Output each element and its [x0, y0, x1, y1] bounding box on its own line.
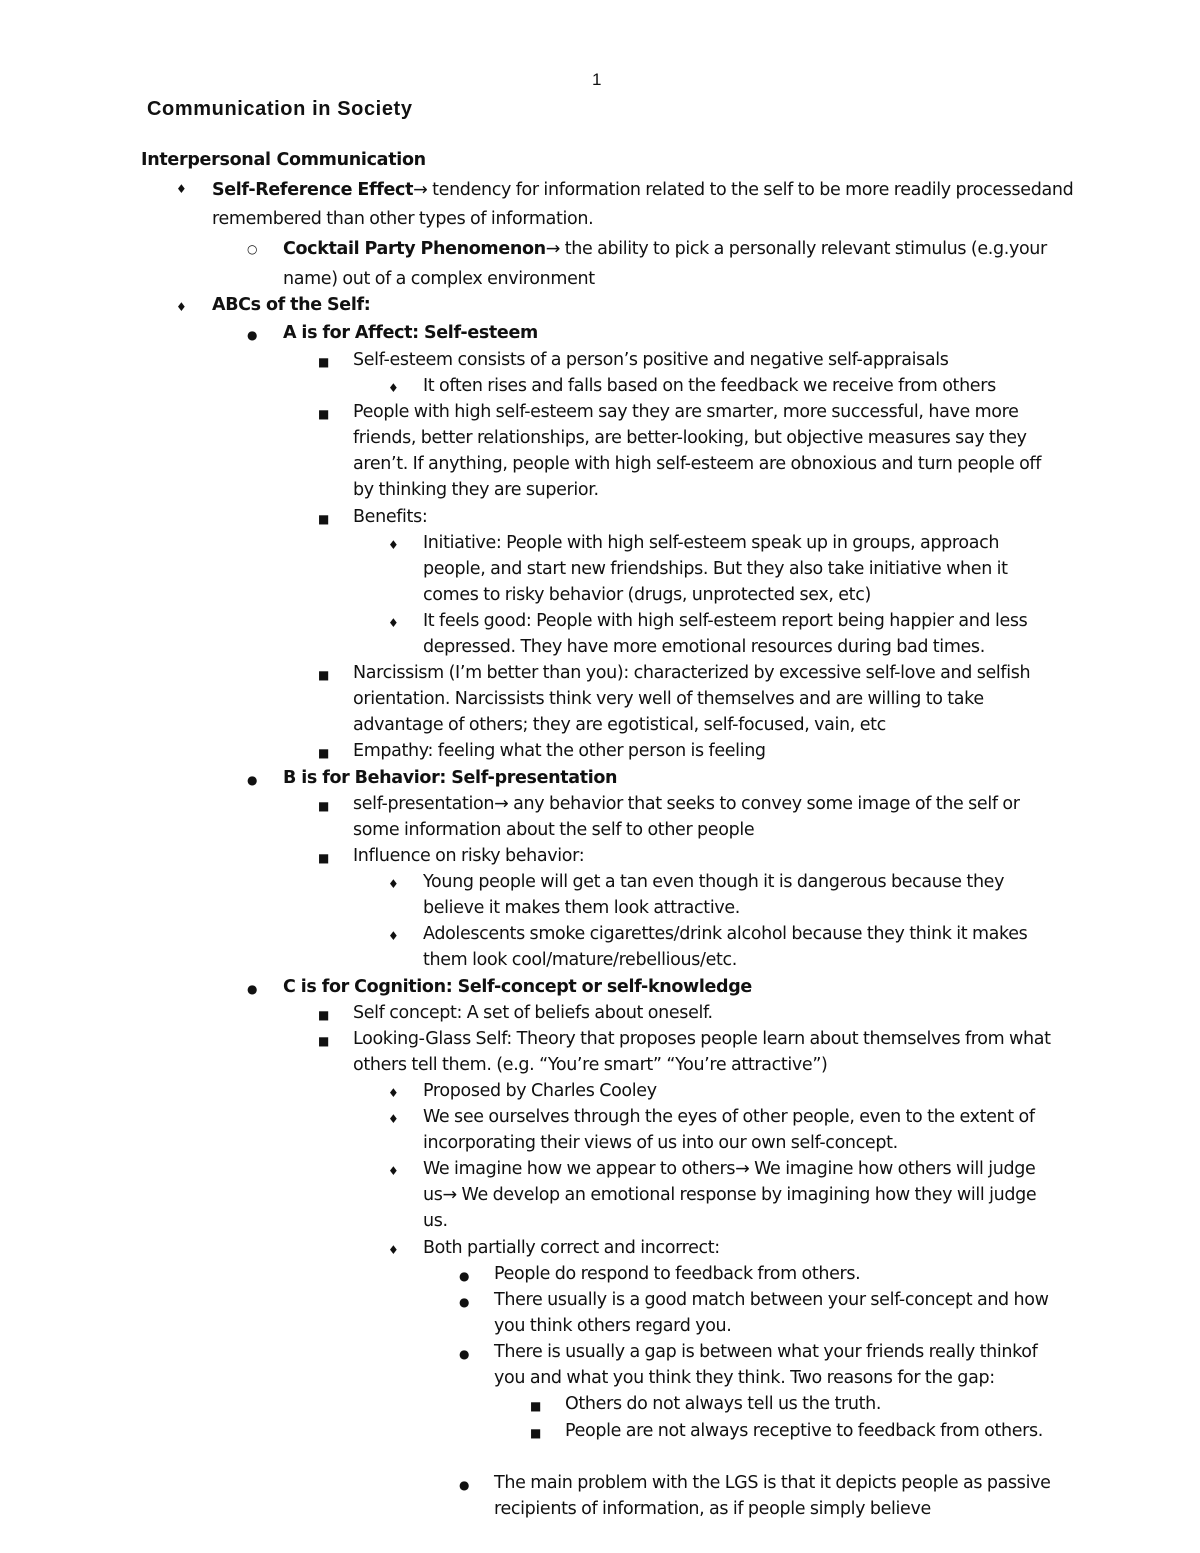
bullet-icon: ● — [247, 982, 258, 996]
list-item-se-rises: It often rises and falls based on the feedback we receive from others — [423, 376, 996, 396]
term-self-presentation: Self-presentation — [451, 768, 618, 788]
bullet-icon: ♦ — [388, 1164, 399, 1178]
page-number: 1 — [592, 70, 602, 89]
list-item-cooley: Proposed by Charles Cooley — [423, 1081, 657, 1101]
bullet-icon: ■ — [318, 1034, 330, 1048]
list-item-empathy: Empathy: feeling what the other person is feeling — [353, 741, 766, 761]
bullet-icon: ♦ — [388, 1112, 399, 1126]
bullet-icon: ♦ — [388, 381, 399, 395]
bullet-icon: ■ — [318, 668, 330, 682]
term-cocktail-party: Cocktail Party Phenomenon — [283, 239, 546, 259]
list-item-gap: There is usually a gap is between what your friends really thinkof you and what you think they think. Two reasons for the gap: — [494, 1342, 1038, 1388]
list-item-match: There usually is a good match between your self-concept and how you think others regard you. — [494, 1290, 1049, 1336]
list-item-narcissism: Narcissism (I’m better than you): characterized by excessive self-love and selfish orientation. Narcissists think very well of themselves and are willing to take advantage of others; they are egotistical, self-focused, vain, etc — [353, 663, 1031, 735]
bullet-icon: ● — [247, 328, 258, 342]
bullet-icon: ■ — [318, 746, 330, 760]
list-item-initiative: Initiative: People with high self-esteem speak up in groups, approach people, and start new friendships. But they also take initiative when it comes to risky behavior (drugs, unprotected sex, etc) — [423, 533, 1008, 605]
bullet-icon: ● — [459, 1478, 470, 1492]
bullet-icon: ■ — [318, 407, 330, 421]
list-item-respond: People do respond to feedback from others. — [494, 1264, 861, 1284]
list-item-looking-glass: Looking-Glass Self: Theory that proposes people learn about themselves from what others tell them. (e.g. “You’re smart” “You’re attractive”) — [353, 1029, 1051, 1075]
bullet-icon: ♦ — [388, 929, 399, 943]
list-item-self-concept: Self concept: A set of beliefs about oneself. — [353, 1003, 713, 1023]
bullet-icon: ■ — [318, 355, 330, 369]
bullet-icon: ♦ — [388, 877, 399, 891]
list-item-affect: A is for Affect: Self-esteem — [283, 323, 538, 343]
bullet-icon: ♦ — [388, 616, 399, 630]
list-item-see-ourselves: We see ourselves through the eyes of other people, even to the extent of incorporating their views of us into our own self-concept. — [423, 1107, 1035, 1153]
bullet-icon: ♦ — [388, 1243, 399, 1257]
circle-bullet-icon: ○ — [247, 242, 258, 256]
bullet-icon: ● — [459, 1347, 470, 1361]
list-item-truth: Others do not always tell us the truth. — [565, 1394, 882, 1414]
list-item-self-presentation: self-presentation→ any behavior that seeks to convey some image of the self or some information about the self to other people — [353, 794, 1020, 840]
list-item-cognition: C is for Cognition: Self-concept or self-knowledge — [283, 977, 752, 997]
list-item-benefits: Benefits: — [353, 507, 428, 527]
bullet-icon: ● — [247, 773, 258, 787]
list-item-abcs: ABCs of the Self: — [212, 295, 371, 315]
bullet-icon: ♦ — [176, 182, 187, 196]
bullet-icon: ♦ — [388, 538, 399, 552]
list-item-behavior: B is for Behavior: Self-presentation — [283, 768, 618, 788]
list-item-self-reference: Self-Reference Effect→ tendency for information related to the self to be more readily processedand remembered than other types of information. — [212, 180, 1074, 229]
list-item-main-problem: The main problem with the LGS is that it depicts people as passive recipients of information, as if people simply believe — [494, 1473, 1051, 1519]
term-self-concept: Self-concept or self-knowledge — [457, 977, 752, 997]
bullet-icon: ■ — [318, 512, 330, 526]
list-item-receptive: People are not always receptive to feedback from others. — [565, 1421, 1044, 1441]
list-item-imagine: We imagine how we appear to others→ We imagine how others will judge us→ We develop an emotional response by imagining how they will judge us. — [423, 1159, 1037, 1231]
bullet-icon: ● — [459, 1269, 470, 1283]
section-heading: Interpersonal Communication — [141, 150, 426, 170]
list-item-se-high: People with high self-esteem say they are smarter, more successful, have more friends, better relationships, are better-looking, but objective measures say they aren’t. If anything, people with high self-esteem are obnoxious and turn people off by thinking they are superior. — [353, 402, 1042, 500]
bullet-icon: ■ — [318, 1008, 330, 1022]
list-item-se-consists: Self-esteem consists of a person’s positive and negative self-appraisals — [353, 350, 949, 370]
document-title: Communication in Society — [147, 98, 413, 120]
list-item-adolescents: Adolescents smoke cigarettes/drink alcohol because they think it makes them look cool/mature/rebellious/etc. — [423, 924, 1028, 970]
term-self-esteem: Self-esteem — [424, 323, 538, 343]
list-item-tan: Young people will get a tan even though it is dangerous because they believe it makes them look attractive. — [423, 872, 1005, 918]
bullet-icon: ■ — [530, 1399, 542, 1413]
bullet-icon: ■ — [318, 799, 330, 813]
list-item-influence: Influence on risky behavior: — [353, 846, 585, 866]
bullet-icon: ♦ — [388, 1086, 399, 1100]
list-item-feels-good: It feels good: People with high self-esteem report being happier and less depressed. They have more emotional resources during bad times. — [423, 611, 1028, 657]
bullet-icon: ♦ — [176, 300, 187, 314]
term-self-reference: Self-Reference Effect — [212, 180, 414, 200]
bullet-icon: ■ — [530, 1426, 542, 1440]
list-item-cocktail-party: Cocktail Party Phenomenon→ the ability to pick a personally relevant stimulus (e.g.your name) out of a complex environment — [283, 239, 1047, 289]
bullet-icon: ● — [459, 1295, 470, 1309]
list-item-both: Both partially correct and incorrect: — [423, 1238, 720, 1258]
bullet-icon: ■ — [318, 851, 330, 865]
